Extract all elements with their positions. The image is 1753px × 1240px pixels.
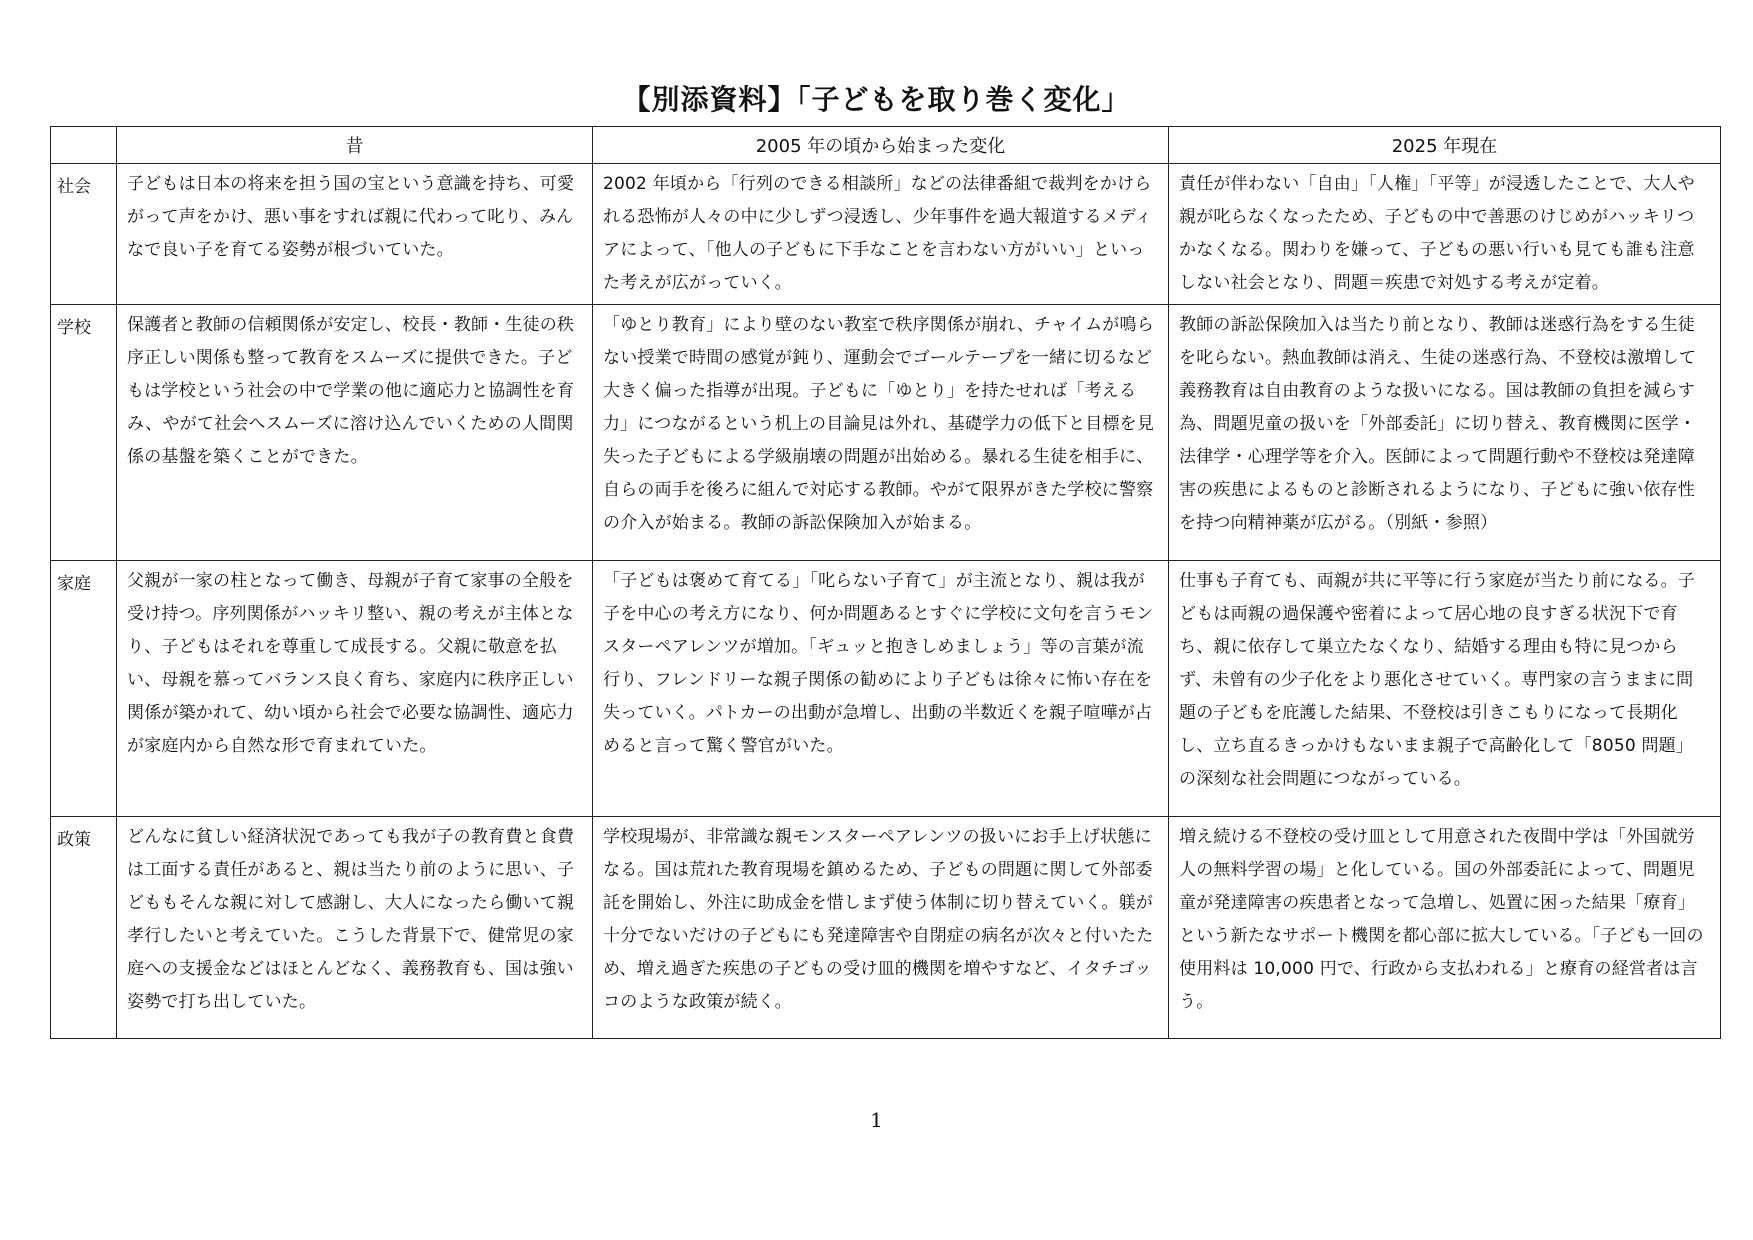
table-cell: 教師の訴訟保険加入は当たり前となり、教師は迷惑行為をする生徒を叱らない。熱血教師は消え、生徒の迷惑行為、不登校は激増して義務教育は自由教育のような扱いになる。国は教師の負担を減らす為、問題児童の扱いを「外部委託」に切り替え、教育機関に医学・法律学・心理学等を介入。医師によって問題行動や不登校は発達障害の疾患によるものと診断されるようになり、子どもに強い依存性を持つ向精神薬が広がる。（別紙・参照） <box>1169 305 1721 561</box>
row-label: 社会 <box>51 164 117 305</box>
page-number: 1 <box>870 1108 883 1132</box>
table-header-row <box>51 127 1721 164</box>
table-cell: どんなに貧しい経済状況であっても我が子の教育費と食費は工面する責任があると、親は当たり前のように思い、子どももそんな親に対して感謝し、大人になったら働いて親孝行したいと考えていた。こうした背景下で、健常児の家庭への支援金などはほとんどなく、義務教育も、国は強い姿勢で打ち出していた。 <box>117 817 593 1039</box>
table-cell: 2002 年頃から「行列のできる相談所」などの法律番組で裁判をかけられる恐怖が人々の中に少しずつ浸透し、少年事件を過大報道するメディアによって、「他人の子どもに下手なことを言わない方がいい」といった考えが広がっていく。 <box>593 164 1169 305</box>
table-row <box>51 305 1721 561</box>
row-label: 学校 <box>51 305 117 561</box>
header-corner <box>51 127 117 164</box>
table-row <box>51 164 1721 305</box>
header-past: 昔 <box>117 127 593 164</box>
table-cell: 保護者と教師の信頼関係が安定し、校長・教師・生徒の秩序正しい関係も整って教育をスムーズに提供できた。子どもは学校という社会の中で学業の他に適応力と協調性を育み、やがて社会へスムーズに溶け込んでいくための人間関係の基盤を築くことができた。 <box>117 305 593 561</box>
table-cell: 子どもは日本の将来を担う国の宝という意識を持ち、可愛がって声をかけ、悪い事をすれば親に代わって叱り、みんなで良い子を育てる姿勢が根づいていた。 <box>117 164 593 305</box>
table-row <box>51 817 1721 1039</box>
table-cell: 父親が一家の柱となって働き、母親が子育て家事の全般を受け持つ。序列関係がハッキリ整い、親の考えが主体となり、子どもはそれを尊重して成長する。父親に敬意を払い、母親を慕ってバランス良く育ち、家庭内に秩序正しい関係が築かれて、幼い頃から社会で必要な協調性、適応力が家庭内から自然な形で育まれていた。 <box>117 561 593 817</box>
row-label: 政策 <box>51 817 117 1039</box>
table-cell: 増え続ける不登校の受け皿として用意された夜間中学は「外国就労人の無料学習の場」と化している。国の外部委託によって、問題児童が発達障害の疾患者となって急増し、処置に困った結果「療育」という新たなサポート機関を都心部に拡大している。「子ども一回の使用料は 10,000 円で、行政から支払われる」と療育の経営者は言う。 <box>1169 817 1721 1039</box>
comparison-table <box>50 126 1721 1039</box>
table-cell: 責任が伴わない「自由」「人権」「平等」が浸透したことで、大人や親が叱らなくなったため、子どもの中で善悪のけじめがハッキリつかなくなる。関わりを嫌って、子どもの悪い行いも見ても誰も注意しない社会となり、問題＝疾患で対処する考えが定着。 <box>1169 164 1721 305</box>
header-2005-change: 2005 年の頃から始まった変化 <box>593 127 1169 164</box>
table-cell: 「ゆとり教育」により壁のない教室で秩序関係が崩れ、チャイムが鳴らない授業で時間の感覚が鈍り、運動会でゴールテープを一緒に切るなど大きく偏った指導が出現。子どもに「ゆとり」を持たせれば「考える力」につながるという机上の目論見は外れ、基礎学力の低下と目標を見失った子どもによる学級崩壊の問題が出始める。暴れる生徒を相手に、自らの両手を後ろに組んで対応する教師。やがて限界がきた学校に警察の介入が始まる。教師の訴訟保険加入が始まる。 <box>593 305 1169 561</box>
table-cell: 「子どもは褒めて育てる」「叱らない子育て」が主流となり、親は我が子を中心の考え方になり、何か問題あるとすぐに学校に文句を言うモンスターペアレンツが増加。「ギュッと抱きしめましょう」等の言葉が流行り、フレンドリーな親子関係の勧めにより子どもは徐々に怖い存在を失っていく。パトカーの出動が急増し、出動の半数近くを親子喧嘩が占めると言って驚く警官がいた。 <box>593 561 1169 817</box>
table-cell: 仕事も子育ても、両親が共に平等に行う家庭が当たり前になる。子どもは両親の過保護や密着によって居心地の良すぎる状況下で育ち、親に依存して巣立たなくなり、結婚する理由も特に見つからず、未曾有の少子化をより悪化させていく。専門家の言うままに問題の子どもを庇護した結果、不登校は引きこもりになって長期化し、立ち直るきっかけもないまま親子で高齢化して「8050 問題」の深刻な社会問題につながっている。 <box>1169 561 1721 817</box>
document-title: 【別添資料】「子どもを取り巻く変化」 <box>622 83 1131 116</box>
row-label: 家庭 <box>51 561 117 817</box>
table-cell: 学校現場が、非常識な親モンスターペアレンツの扱いにお手上げ状態になる。国は荒れた教育現場を鎮めるため、子どもの問題に関して外部委託を開始し、外注に助成金を惜しまず使う体制に切り替えていく。躾が十分でないだけの子どもにも発達障害や自閉症の病名が次々と付いたため、増え過ぎた疾患の子どもの受け皿的機関を増やすなど、イタチゴッコのような政策が続く。 <box>593 817 1169 1039</box>
table-row <box>51 561 1721 817</box>
header-2025-now: 2025 年現在 <box>1169 127 1721 164</box>
